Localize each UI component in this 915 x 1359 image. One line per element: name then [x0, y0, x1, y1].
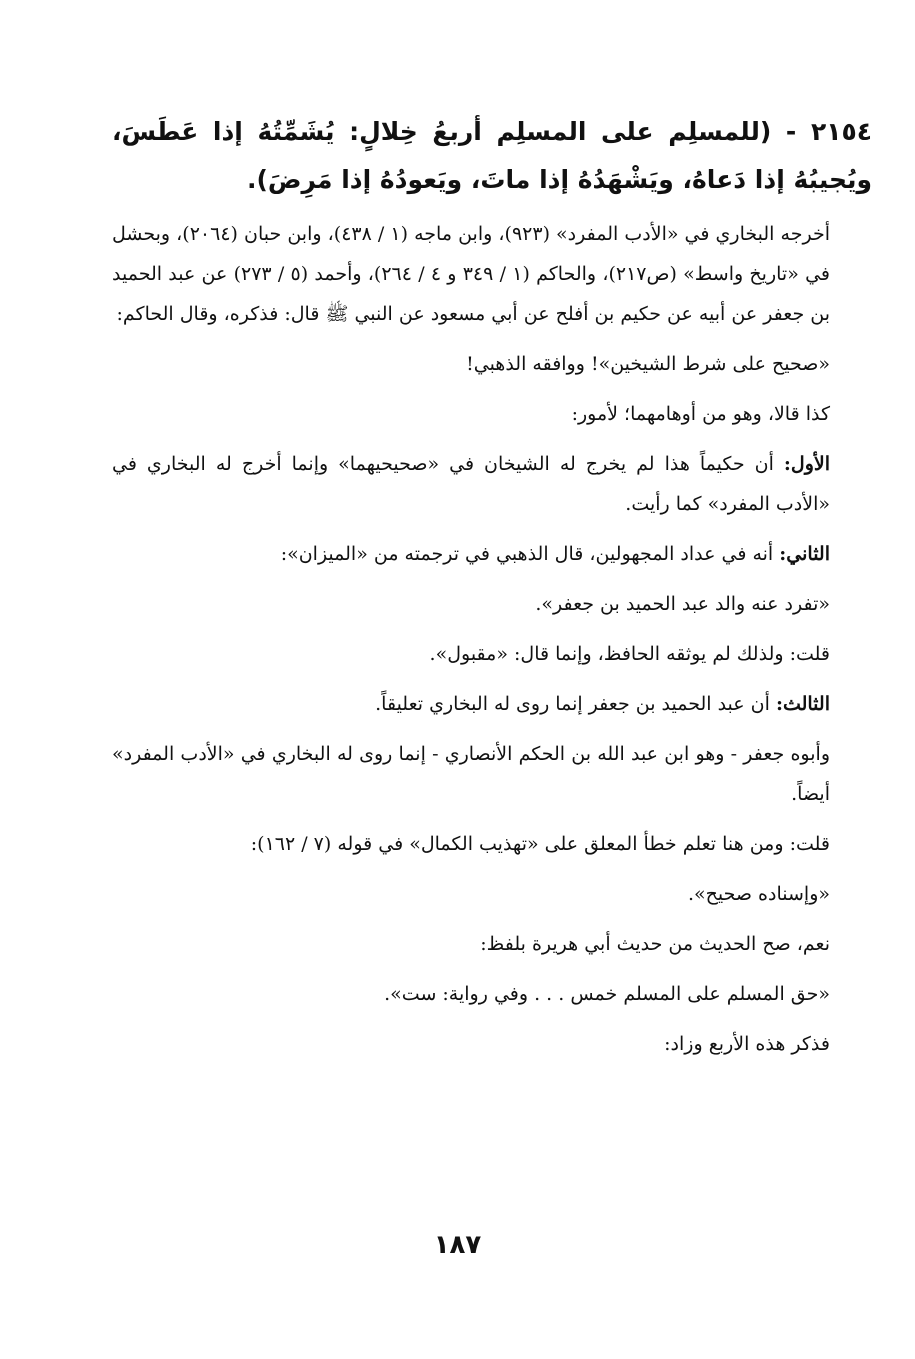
hadith-text — [112, 108, 872, 204]
third-label: الثالث: — [775, 693, 830, 715]
second-point — [112, 534, 872, 574]
haqq-quote: «حق المسلم على المسلم خمس . . . وفي رواية: ست». — [384, 983, 830, 1005]
fadhakara-paragraph: فذكر هذه الأربع وزاد: — [664, 1033, 830, 1055]
hadith-matn: (للمسلِم على المسلِم أربعُ خِلالٍ: يُشَمِّتُهُ إذا عَطَسَ، ويُجيبُهُ إذا دَعاهُ، ويَشْهَدُهُ إذا ماتَ، ويَعودُهُ إذا مَرِضَ). — [112, 117, 872, 194]
hadith-number: ٢١٥٤ - — [771, 117, 872, 146]
qultu-paragraph-2: قلت: ومن هنا تعلم خطأ المعلق على «تهذيب الكمال» في قوله (٧ / ١٦٢): — [250, 833, 830, 855]
isnad-quote: «وإسناده صحيح». — [687, 883, 830, 905]
dhahabi-quote: «تفرد عنه والد عبد الحميد بن جعفر». — [535, 593, 830, 615]
qultu-paragraph-1: قلت: ولذلك لم يوثقه الحافظ، وإنما قال: «مقبول». — [429, 643, 830, 665]
first-text: أن حكيماً هذا لم يخرج له الشيخان في «صحيحيهما» وإنما أخرج له البخاري في «الأدب المفرد» كما رأيت. — [112, 453, 830, 515]
first-point — [112, 444, 872, 524]
takhrij-paragraph: أخرجه البخاري في «الأدب المفرد» (٩٢٣)، وابن ماجه (١ / ٤٣٨)، وابن حبان (٢٠٦٤)، وبحشل في «تاريخ واسط» (ص٢١٧)، والحاكم (١ / ٣٤٩ و ٤ / ٢٦٤)، وأحمد (٥ / ٢٧٣) عن عبد الحميد بن جعفر عن أبيه عن حكيم بن أفلح عن أبي مسعود عن النبي ﷺ قال: فذكره، وقال الحاكم: — [112, 223, 830, 325]
third-point — [112, 684, 872, 724]
page-number: ١٨٧ — [433, 1230, 482, 1260]
naam-paragraph: نعم، صح الحديث من حديث أبي هريرة بلفظ: — [480, 933, 830, 955]
abuhu-paragraph: وأبوه جعفر - وهو ابن عبد الله بن الحكم الأنصاري - إنما روى له البخاري في «الأدب المفرد» أيضاً. — [112, 743, 830, 805]
second-text: أنه في عداد المجهولين، قال الذهبي في ترجمته من «الميزان»: — [280, 543, 780, 565]
first-label: الأول: — [783, 453, 830, 475]
hakim-quote: «صحيح على شرط الشيخين»! ووافقه الذهبي! — [466, 353, 830, 375]
kadha-paragraph: كذا قالا، وهو من أوهامهما؛ لأمور: — [571, 403, 830, 425]
page-body — [112, 108, 872, 1074]
second-label: الثاني: — [779, 543, 830, 565]
third-text: أن عبد الحميد بن جعفر إنما روى له البخاري تعليقاً. — [375, 693, 776, 715]
